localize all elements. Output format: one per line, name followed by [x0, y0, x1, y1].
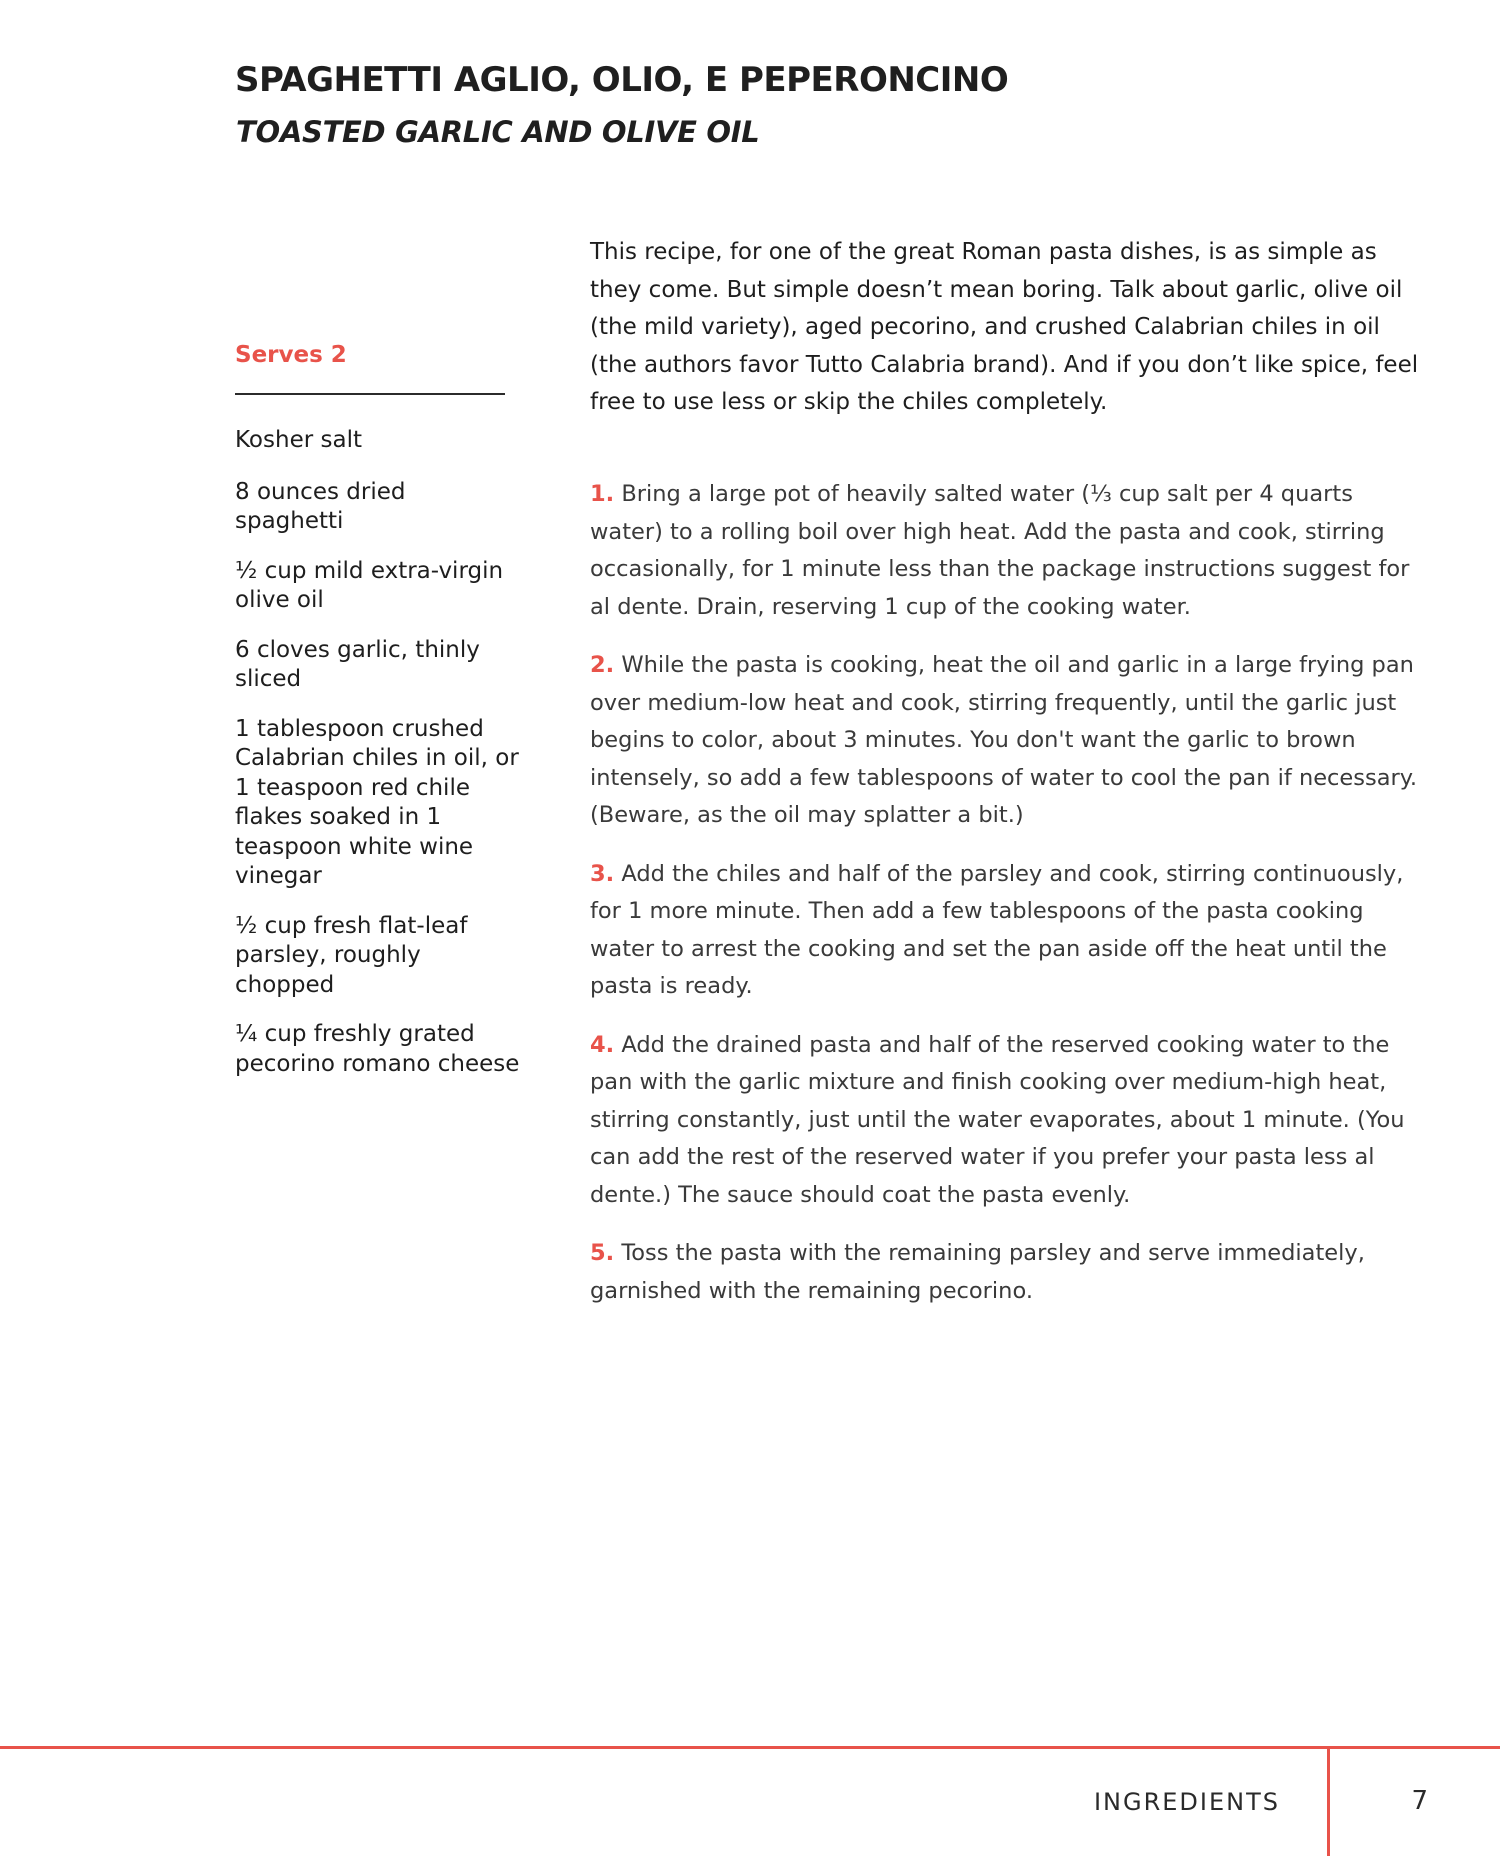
ingredient-item: ½ cup fresh flat-leaf parsley, roughly chopped	[235, 912, 468, 998]
page-number: 7	[1411, 1786, 1428, 1816]
ingredient-item: 8 ounces dried spaghetti	[235, 478, 406, 534]
recipe-subtitle: TOASTED GARLIC AND OLIVE OIL	[236, 115, 760, 149]
step-text: Toss the pasta with the remaining parsley and serve immediately, garnished with the remaining pecorino.	[590, 1240, 1365, 1304]
method-step	[590, 1027, 1420, 1215]
serves-divider	[235, 393, 505, 395]
step-text: Add the drained pasta and half of the reserved cooking water to the pan with the garlic mixture and finish cooking over medium-high heat, stirring constantly, just until the water evaporates, about 1 minute. (You can add the rest of the reserved water if you prefer your pasta less al dente.) The sauce should coat the pasta evenly.	[590, 1031, 1405, 1208]
ingredient-list	[235, 426, 520, 1099]
method-step	[590, 647, 1420, 835]
step-number: 4.	[590, 1031, 615, 1058]
recipe-intro: This recipe, for one of the great Roman pasta dishes, is as simple as they come. But simple doesn’t mean boring. Talk about garlic, olive oil (the mild variety), aged pecorino, and crushed Calabrian chiles in oil (the authors favor Tutto Calabria brand). And if you don’t like spice, feel free to use less or skip the chiles completely.	[590, 239, 1419, 415]
ingredient-item: ½ cup mild extra-virgin olive oil	[235, 557, 504, 613]
method-steps	[590, 476, 1420, 1331]
serves-label: Serves 2	[235, 342, 347, 368]
ingredient-item: 1 tablespoon crushed Calabrian chiles in oil, or 1 teaspoon red chile flakes soaked in 1 teaspoon white wine vinegar	[235, 715, 519, 889]
ingredient-item: Kosher salt	[235, 427, 362, 453]
ingredient-item: ¼ cup freshly grated pecorino romano cheese	[235, 1021, 520, 1077]
ingredient-item: 6 cloves garlic, thinly sliced	[235, 636, 480, 692]
step-text: While the pasta is cooking, heat the oil and garlic in a large frying pan over medium-low heat and cook, stirring frequently, until the garlic just begins to color, about 3 minutes. You don't want the garlic to brown intensely, so add a few tablespoons of water to cool the pan if necessary. (Beware, as the oil may splatter a bit.)	[590, 652, 1418, 828]
step-number: 2.	[590, 652, 615, 678]
footer-divider	[0, 1746, 1500, 1749]
step-number: 5.	[590, 1240, 615, 1266]
recipe-title: SPAGHETTI AGLIO, OLIO, E PEPERONCINO	[235, 60, 1009, 100]
step-text: Add the chiles and half of the parsley and cook, stirring continuously, for 1 more minute. Then add a few tablespoons of the pasta cooking water to arrest the cooking and set the pan aside off the heat until the pasta is ready.	[590, 860, 1404, 999]
step-number: 1.	[590, 481, 615, 507]
step-number: 3.	[590, 860, 615, 887]
step-text: Bring a large pot of heavily salted water (⅓ cup salt per 4 quarts water) to a rolling boil over high heat. Add the pasta and cook, stirring occasionally, for 1 minute less than the package instructions suggest for al dente. Drain, reserving 1 cup of the cooking water.	[590, 481, 1410, 620]
method-step	[590, 856, 1420, 1006]
method-step	[590, 1235, 1420, 1310]
footer-section-label: INGREDIENTS	[1093, 1788, 1280, 1816]
method-step	[590, 476, 1420, 626]
footer-vertical-divider	[1327, 1746, 1330, 1856]
